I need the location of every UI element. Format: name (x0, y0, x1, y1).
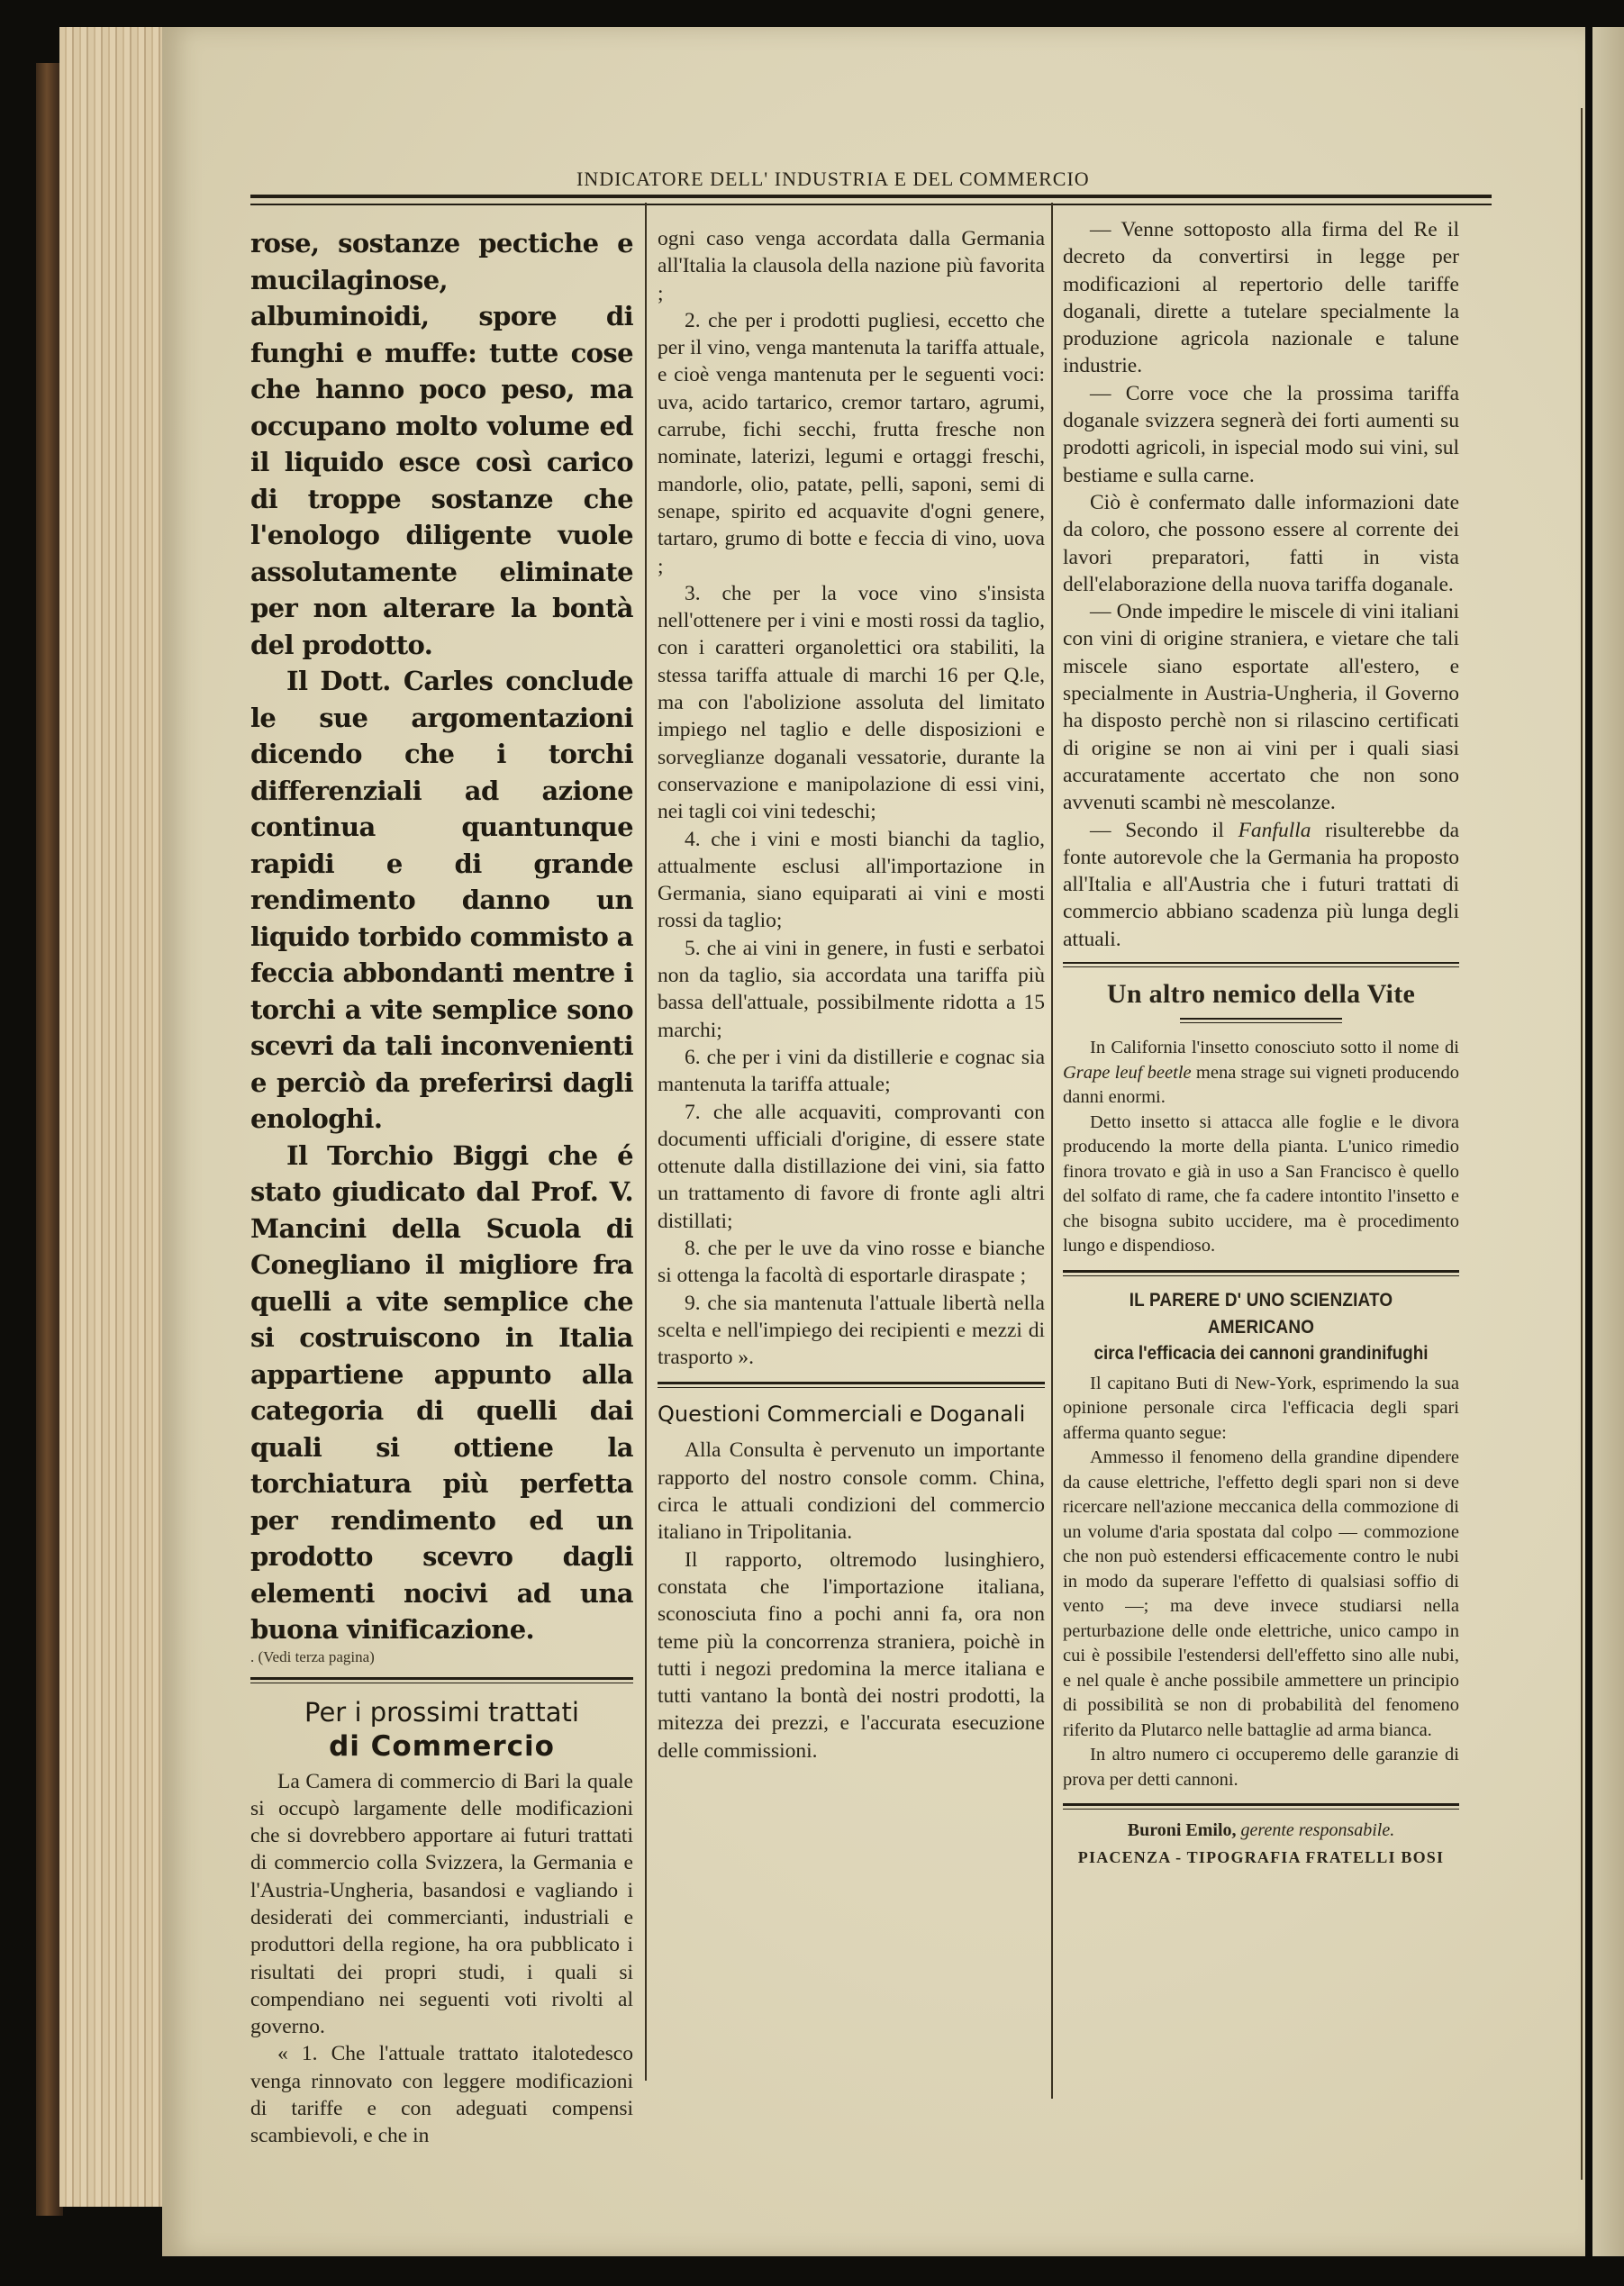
trattati-article (250, 1768, 633, 2150)
nemico-article (1063, 1036, 1459, 1259)
article-paragraph: Ammesso il fenomeno della grandine dipendere da cause elettriche, l'effetto degli spari non si deve ricercare nell'azione meccanica della commozione di un volume d'aria spostata dal colpo — commozione che non può estendersi efficacemente contro le nubi in modo da superare l'effetto di qualsiasi soffio di vento —; ma deve invece studiarsi nella perturbazione delle onde elettriche, unico campo in cui è possibile l'estendersi dell'effetto sino alle nubi, e nel quale è anche possibile ammettere un principio di possibilità se non di probabilità del fenomeno riferito da Plutarco nelle battaglie ad arma bianca. (1063, 1447, 1459, 1740)
list-item: 8. che per le uve da vino rosse e bianche si ottenga la facoltà di esportarle diraspate ; (658, 1236, 1045, 1288)
colophon-printer: PIACENZA - TIPOGRAFIA FRATELLI BOSI (1077, 1848, 1445, 1867)
parere-title-line2: circa l'efficacia dei cannoni grandinifughi (1093, 1342, 1429, 1364)
notizie-section (1063, 216, 1459, 953)
column-3 (1063, 216, 1459, 1867)
column-2 (658, 225, 1045, 1764)
article-paragraph: In altro numero ci occuperemo delle garanzie di prova per detti cannoni. (1063, 1745, 1459, 1790)
page-edges (59, 27, 168, 2207)
article-paragraph: La Camera di commercio di Bari la quale si occupò largamente delle modificazioni che si dovrebbero apportare ai futuri trattati di commercio colla Svizzera, la Germania e l'Austria-Ungheria, basandosi e vagliando i desiderati dei commercianti, industriali e produttori della regione, ha ora pubblicato i risultati dei propri studi, i quali si compendiano nei seguenti voti rivolti al governo. (250, 1769, 633, 2039)
section-divider (250, 1677, 633, 1683)
trattati-title-line1: Per i prossimi trattati (304, 1696, 579, 1728)
parere-title-line1: IL PARERE D' UNO SCIENZIATO AMERICANO (1129, 1289, 1393, 1338)
news-item: — Onde impedire le miscele di vini italiani con vini di origine straniera, e vietare che tali miscele siano esportate all'estero, e specialmente in Austria-Ungheria, il Governo ha disposto perchè non si rilascino certificati di origine se non ai vini per i quali siasi accuratamente accertato che non sono avvenuti scambi nè mescolanze. (1063, 600, 1459, 815)
article-paragraph: Il Dott. Carles conclude le sue argomentazioni dicendo che i torchi differenziali ad azione continua quantunque rapidi e di grande rendimento danno un liquido torbido commisto a feccia abbondanti mentre i torchi a vite semplice sono scevri da tali inconvenienti e perciò da preferirsi dagli enologhi. (250, 666, 633, 1134)
news-item: — Corre voce che la prossima tariffa doganale svizzera segnerà dei forti aumenti su prodotti agricoli, in ispecial modo sui vini, sul bestiame e sulla carne. (1063, 381, 1459, 487)
colophon-manager (1063, 1820, 1459, 1841)
list-item: 3. che per la voce vino s'insista nell'ottenere per i vini e mosti rossi da taglio, con i caratteri organolettici ora stabiliti, la stessa tariffa attuale di marchi 16 per Q.le, ma con l'abolizione assoluta del limitato impiego nel taglio e delle disposizioni e sorveglianze doganali vessatorie, durante la conservazione e manipolazione di essi vini, nei tagli coi vini tedeschi; (658, 581, 1045, 824)
section-divider (1063, 962, 1459, 967)
section-divider (1063, 1803, 1459, 1810)
column-separator-1 (645, 203, 647, 2081)
column-separator-2 (1051, 203, 1053, 2099)
news-item: — Venne sottoposto alla firma del Re il decreto da convertirsi in legge per modificazioni al repertorio delle tariffe doganali, dirette a tutelare specialmente la produzione agricola nazionale e talune industrie. (1063, 218, 1459, 378)
article-paragraph (1063, 1036, 1459, 1111)
article-paragraph: rose, sostanze pectiche e mucilaginose, albuminoidi, spore di funghi e muffe: tutte cose che hanno poco peso, ma occupano molto volume ed il liquido esce così carico di troppe sostanze che l'enologo diligente vuole assolutamente eliminate per non alterare la bontà del prodotto. (250, 228, 633, 660)
nemico-title: Un altro nemico della Vite (1106, 979, 1416, 1010)
section-divider (1063, 1270, 1459, 1276)
questioni-article (658, 1437, 1045, 1764)
column-1 (250, 225, 633, 2150)
trattati-title-line2: di Commercio (329, 1729, 555, 1763)
manager-role: gerente responsabile. (1240, 1820, 1395, 1841)
article-paragraph: ogni caso venga accordata dalla Germania all'Italia la clausola della nazione più favorita ; (658, 227, 1045, 305)
news-text: — Secondo il (1090, 818, 1238, 842)
newspaper-name: Fanfulla (1238, 818, 1311, 842)
manager-name: Buroni Emilo, (1127, 1820, 1237, 1841)
questioni-title: Questioni Commerciali e Doganali (658, 1402, 1026, 1428)
title-underline (1180, 1018, 1342, 1023)
list-item: 2. che per i prodotti pugliesi, eccetto che per il vino, venga mantenuta la tariffa attuale, e cioè venga mantenuta per le seguenti voci: uva, acido tartarico, cremor tartaro, agrumi, carrube, fichi secchi, frutta fresche non nominate, laterizi, legumi e ortaggi freschi, mandorle, olio, patate, pelli, saponi, semi di senape, spirito ed acquavite d'ogni genere, tartaro, grumo di botte e feccia di vino, uova ; (658, 308, 1045, 578)
list-item: 7. che alle acquaviti, comprovanti con documenti ufficiali d'origine, di essere state ottenute dalla distillazione dei vini, sia fatto un trattamento di favore di fronte agli altri distillati; (658, 1100, 1045, 1233)
article-paragraph: Il capitano Buti di New-York, esprimendo la sua opinione personale circa l'efficacia degli spari afferma quanto segue: (1063, 1373, 1459, 1443)
list-item: 9. che sia mantenuta l'attuale libertà nella scelta e nell'impiego dei recipienti e mezzi di trasporto ». (658, 1291, 1045, 1370)
article-paragraph: Il rapporto, oltremodo lusinghiero, constata che l'importazione italiana, sconosciuta fino a pochi anni fa, ora non teme più la concorrenza straniera, poichè in tutti i negozi predomina la merce italiana e tutti vantano la bontà dei nostri prodotti, la mitezza dei prezzi, e l'accurata esecuzione delle commissioni. (658, 1547, 1045, 1763)
article-text: In California l'insetto conosciuto sotto il nome di (1090, 1038, 1459, 1058)
list-item: 6. che per i vini da distillerie e cognac sia mantenuta la tariffa attuale; (658, 1045, 1045, 1097)
insect-name: Grape leuf beetle (1063, 1062, 1192, 1083)
news-text: risulterebbe da fonte autorevole che la Germania ha proposto all'Italia e all'Austria che i futuri trattati di commercio abbiano scadenza più lunga degli attuali. (1063, 818, 1459, 951)
article-text: mena strage sui vigneti producendo danni enormi. (1063, 1062, 1459, 1108)
parere-article (1063, 1372, 1459, 1793)
article-paragraph: Alla Consulta è pervenuto un importante rapporto del nostro console comm. China, circa le attuali condizioni del commercio italiano in Tripolitania. (658, 1438, 1045, 1545)
torchi-article-continuation (250, 225, 633, 1648)
header-rule (250, 195, 1492, 205)
continuation-note: . (Vedi terza pagina) (250, 1647, 375, 1665)
page-right-edge (1592, 27, 1624, 2256)
page-fold-line (1581, 108, 1583, 2180)
news-item (1063, 817, 1459, 953)
section-divider (658, 1382, 1045, 1388)
news-item: Ciò è confermato dalle informazioni date da coloro, che possono essere al corrente dei lavori preparatori, fatti in vista dell'elaborazione della nuova tariffa doganale. (1063, 490, 1459, 596)
running-head: INDICATORE DELL' INDUSTRIA E DEL COMMERCIO (576, 168, 1090, 190)
article-paragraph: Detto insetto si attacca alle foglie e le divora producendo la morte della pianta. L'unico rimedio finora trovato e già in uso a San Francisco è quello del solfato di rame, che fa cadere intontito l'insetto e che bisogna subito uccidere, ma è procedimento lungo e dispendioso. (1063, 1111, 1459, 1256)
article-paragraph: « 1. Che l'attuale trattato italotedesco venga rinnovato con leggere modificazioni di tariffe e con adeguati compensi scambievoli, e che in (250, 2042, 633, 2148)
article-paragraph: Il Torchio Biggi che é stato giudicato dal Prof. V. Mancini della Scuola di Conegliano il migliore fra quelli a vite semplice che si costruiscono in Italia appartiene appunto alla categoria di quelli dai quali si ottiene la torchiatura più perfetta per rendimento ed un prodotto scevro dagli elementi nocivi ad una buona vinificazione. (250, 1139, 633, 1645)
list-item: 4. che i vini e mosti bianchi da taglio, attualmente esclusi all'importazione in Germania, siano equiparati ai vini e mosti rossi da taglio; (658, 827, 1045, 933)
list-item: 5. che ai vini in genere, in fusti e serbatoi non da taglio, sia accordata una tariffa più bassa dell'attuale, possibilmente ridotta a 15 marchi; (658, 936, 1045, 1042)
trattati-article-continued (658, 225, 1045, 1371)
